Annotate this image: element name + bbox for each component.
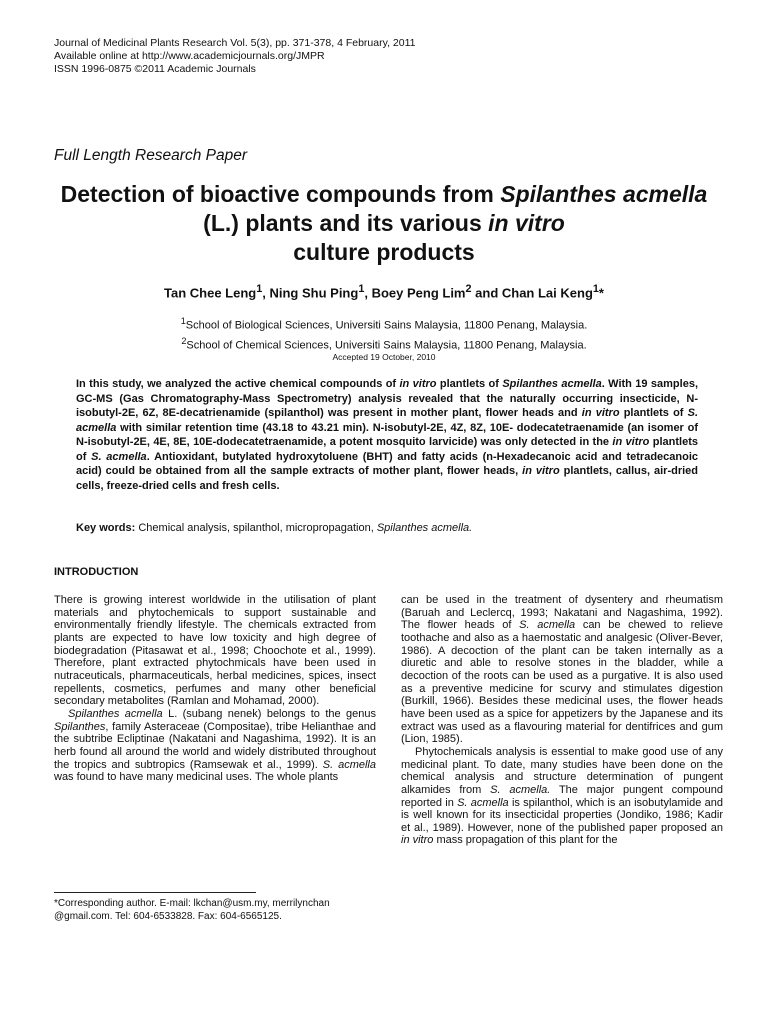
paragraph: Phytochemicals analysis is essential to make good use of any medicinal plant. To date, many studies have been done on the chemical analysis and structure determination of pungent alkamides from S. acmella. The major pungent compound reported in S. acmella is spilanthol, which is an isobutylamide and is well known for its insecticidal properties (Jondiko, 1986; Kadir et al., 1989). However, none of the published paper proposed an in vitro mass propagation of this plant for the — [401, 745, 723, 847]
author-name: Chan Lai Keng — [501, 285, 593, 301]
journal-url-line: Available online at http://www.academicjournals.org/JMPR — [54, 50, 325, 62]
accepted-date: Accepted 19 October, 2010 — [332, 352, 436, 362]
paragraph: There is growing interest worldwide in the utilisation of plant materials and phytochemicals to support sustainable and environmentally friendly lifestyle. The chemicals extracted from plants are expected to have low toxicity and high degree of biodegradation (Pitasawat et al., 1998; Choochote et al., 1999). Therefore, plant extracted phytochmicals have been used in nutraceuticals, pharmaceuticals, herbal medicines, spices, insect repellents, cosmetics, perfumes and many other beneficial secondary metabolites (Ramlan and Mohamad, 2000). — [54, 594, 376, 708]
affiliation-2: $^2$School of Chemical Sciences, Universiti Sains Malaysia, 11800 Penang, Malaysia. — [181, 335, 587, 352]
paper-type-label: Full Length Research Paper — [54, 147, 248, 164]
corresponding-author-footnote: *Corresponding author. E-mail: lkchan@usm.my, merrilynchan @gmail.com. Tel: 604-6533828. Fax: 604-6565125. — [54, 898, 330, 922]
body-column-right — [401, 594, 723, 847]
paragraph: Spilanthes acmella L. (subang nenek) belongs to the genus Spilanthes, family Asteraceae (Compositae), tribe Helianthae and the subtribe Ecliptinae (Nakatani and Nagashima, 1992). It is an herb found all around the world and widely distributed throughout the tropics and subtropics (Ramsewak et al., 1999). S. acmella was found to have many medicinal uses. The whole plants — [54, 707, 376, 784]
author-name: Boey Peng Lim — [371, 285, 466, 301]
author-list: Tan Chee Leng$^1$, Ning Shu Ping$^1$, Boey Peng Lim$^2$ and Chan Lai Keng$^1$* — [164, 283, 604, 301]
journal-reference — [54, 37, 654, 76]
paragraph: can be used in the treatment of dysentery and rheumatism (Baruah and Leclercq, 1993; Nakatani and Nagashima, 1992). The flower heads of S. acmella can be chewed to relieve toothache and also as a haemostatic and analgesic (Oliver-Bever, 1986). A decoction of the plant can be taken internally as a diuretic and able to resolve stones in the bladder, while a decoction of the roots can be used as a purgative. It is also used as a preventive medicine for scurvy and stimulates digestion (Burkill, 1966). Besides these medicinal uses, the flower heads have been used as a spice for appetizers by the Japanese and its extract was used as a flavouring material for dentifrices and gum (Lion, 1985). — [401, 594, 723, 746]
affiliations — [40, 314, 728, 353]
section-heading-introduction: INTRODUCTION — [54, 566, 139, 578]
journal-issn-line: ISSN 1996-0875 ©2011 Academic Journals — [54, 63, 256, 75]
body-column-left — [54, 594, 376, 784]
affiliation-1: $^1$School of Biological Sciences, Universiti Sains Malaysia, 11800 Penang, Malaysia. — [180, 316, 588, 332]
keywords: Key words: Chemical analysis, spilanthol, micropropagation, Spilanthes acmella. — [76, 522, 473, 534]
footnote-divider — [54, 892, 256, 893]
author-name: Ning Shu Ping — [269, 285, 359, 301]
keywords-label: Key words: — [76, 522, 136, 534]
abstract: In this study, we analyzed the active chemical compounds of in vitro plantlets of Spilanthes acmella. With 19 samples, GC-MS (Gas Chromatography-Mass Spectrometry) analysis revealed that the naturally occurring insecticide, N-isobutyl-2E, 6Z, 8E-decatrienamide (spilanthol) was present in mother plant, flower heads and in vitro plantlets of S. acmella with similar retention time (43.18 to 43.21 min). N-isobutyl-2E, 4Z, 8Z, 10E- dodecatetraenamide (an isomer of N-isobutyl-2E, 4E, 8E, 10E-dodecatetraenamide, a potent mosquito larvicide) was only detected in the in vitro plantlets of S. acmella. Antioxidant, butylated hydroxytoluene (BHT) and fatty acids (n-Hexadecanoic acid and tetradecanoic acid) could be obtained from all the sample extracts of mother plant, flower heads, in vitro plantlets, callus, air-dried cells, freeze-dried cells and fresh cells. — [76, 378, 699, 492]
author-name: Tan Chee Leng — [164, 285, 257, 301]
journal-citation-line: Journal of Medicinal Plants Research Vol. 5(3), pp. 371-378, 4 February, 2011 — [54, 37, 416, 49]
paper-title: Detection of bioactive compounds from Spilanthes acmella (L.) plants and its various in vitro culture products — [60, 181, 708, 265]
